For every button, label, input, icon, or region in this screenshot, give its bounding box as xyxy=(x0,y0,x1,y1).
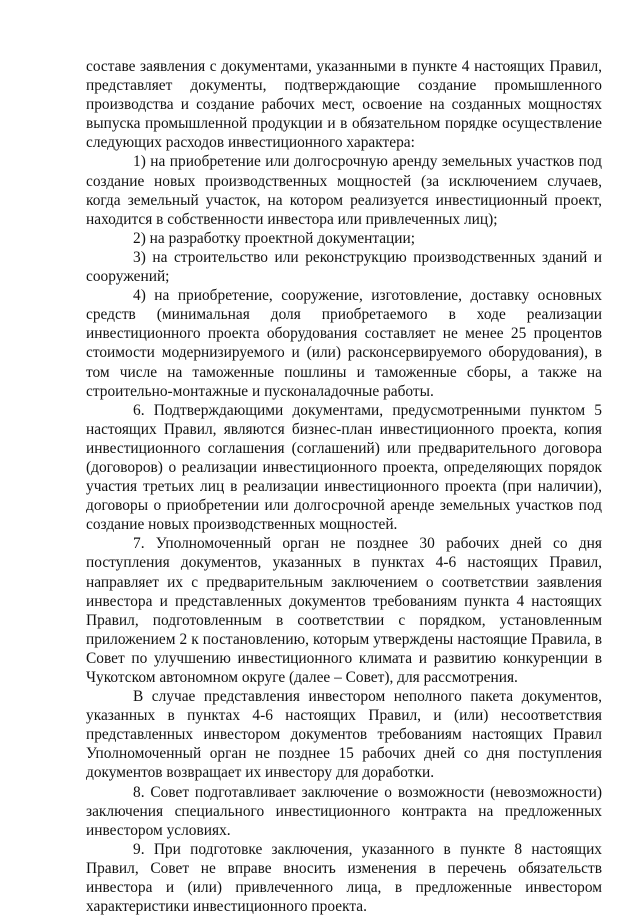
paragraph-clause-6: 6. Подтверждающими документами, предусмотренными пунктом 5 настоящих Правил, являются бизнес-план инвестиционного проекта, копия инвестиционного соглашения (соглашений) или предварительного договора (договоров) о реализации инвестиционного проекта, определяющих порядок участия третьих лиц в реализации инвестиционного проекта (при наличии), договоры о приобретении или долгосрочной аренде земельных участков под создание новых производственных мощностей. xyxy=(86,401,602,534)
paragraph-intro-continuation: составе заявления с документами, указанными в пункте 4 настоящих Правил, представляет документы, подтверждающие создание промышленного производства и создание рабочих мест, освоение на созданных мощностях выпуска промышленной продукции и в обязательном порядке осуществление следующих расходов инвестиционного характера: xyxy=(86,58,602,152)
paragraph-expense-4: 4) на приобретение, сооружение, изготовление, доставку основных средств (минимальная доля приобретаемого в ходе реализации инвестиционного проекта оборудования составляет не менее 25 процентов стоимости модернизируемого и (или) расконсервируемого оборудования), в том числе на таможенные пошлины и таможенные сборы, а также на строительно-монтажные и пусконаладочные работы. xyxy=(86,287,602,400)
document-page xyxy=(86,57,602,916)
paragraph-expense-1: 1) на приобретение или долгосрочную аренду земельных участков под создание новых производственных мощностей (за исключением случаев, когда земельный участок, на котором реализуется инвестиционный проект, находится в собственности инвестора или привлеченных лиц); xyxy=(86,153,602,228)
paragraph-clause-7: 7. Уполномоченный орган не позднее 30 рабочих дней со дня поступления документов, указанных в пунктах 4-6 настоящих Правил, направляет их с предварительным заключением о соответствии заявления инвестора и представленных документов требованиям пункта 4 настоящих Правил, подготовленным в соответствии с порядком, установленным приложением 2 к постановлению, которым утверждены настоящие Правила, в Совет по улучшению инвестиционного климата и развитию конкуренции в Чукотском автономном округе (далее – Совет), для рассмотрения. xyxy=(86,535,602,686)
paragraph-expense-3: 3) на строительство или реконструкцию производственных зданий и сооружений; xyxy=(86,248,602,286)
paragraph-clause-9: 9. При подготовке заключения, указанного в пункте 8 настоящих Правил, Совет не вправе вносить изменения в перечень обязательств инвестора и (или) привлеченного лица, в предложенные инвестором характеристики инвестиционного проекта. xyxy=(86,840,602,916)
paragraph-clause-8: 8. Совет подготавливает заключение о возможности (невозможности) заключения специального инвестиционного контракта на предложенных инвестором условиях. xyxy=(86,783,602,839)
paragraph-expense-2: 2) на разработку проектной документации; xyxy=(133,229,416,247)
paragraph-clause-7-incomplete: В случае представления инвестором неполного пакета документов, указанных в пунктах 4-6 настоящих Правил, и (или) несоответствия представленных инвестором документов требованиям настоящих Правил Уполномоченный орган не позднее 15 рабочих дней со дня поступления документов возвращает их инвестору для доработки. xyxy=(86,688,602,782)
